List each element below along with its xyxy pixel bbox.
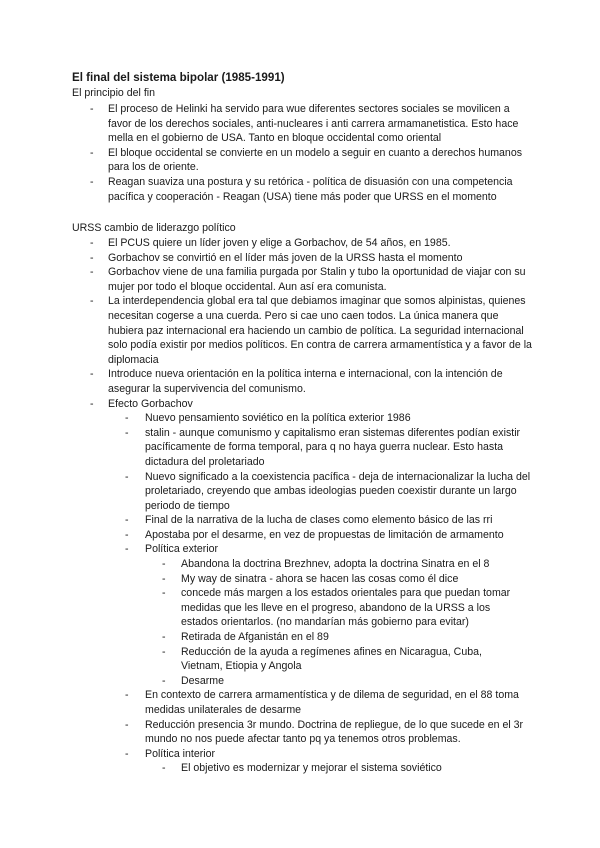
bullet-dash: - [162, 762, 166, 775]
sublist-item-politica-exterior: - Política exterior - Abandona la doctrina Brezhnev, adopta la doctrina Sinatra en el 8 - My way de sinatra - ahora se hacen las cosas como él dice - concede más margen a los estados orientales para que puedan tomar medidas que les lleve en el progreso, abandono de la URSS a los estados orientarlos. (no mandarían más gobierno para evitar) - Retirada de Afganistán en el 89 - Reducción de la ayuda a regímenes afines en Nicaragua, Cuba, Vietnam, Etiopia y Angola - Desarme [145, 542, 535, 688]
sublist-item: - Final de la narrativa de la lucha de clases como elemento básico de las rri [125, 514, 493, 527]
list-item: - El PCUS quiere un líder joven y elige a Gorbachov, de 54 años, en 1985. [90, 237, 451, 249]
interior-sublist [162, 761, 521, 776]
subsublist-item: - Reducción de la ayuda a regímenes afines en Nicaragua, Cuba, Vietnam, Etiopia y Angola [162, 645, 482, 673]
bullet-dash: - [90, 397, 94, 410]
sublist-item: - Reducción presencia 3r mundo. Doctrina de repliegue, de lo que sucede en el 3r mundo no nos puede afectar tanto pq ya tenemos otros problemas. [125, 718, 524, 746]
section-heading-principio: El principio del fin [72, 87, 156, 99]
bullet-dash: - [90, 251, 94, 264]
bullet-dash: - [162, 645, 166, 658]
bullet-dash: - [125, 543, 129, 556]
subsublist-item: - El objetivo es modernizar y mejorar el sistema soviético [162, 762, 442, 775]
bullet-dash: - [90, 266, 94, 279]
principio-list [90, 102, 532, 204]
sublist-item: - Apostaba por el desarme, en vez de propuestas de limitación de armamento [125, 528, 504, 541]
bullet-dash: - [162, 631, 166, 644]
subsublist-item: - Abandona la doctrina Brezhnev, adopta la doctrina Sinatra en el 8 [162, 558, 490, 571]
subsublist-item: - Desarme [162, 674, 224, 687]
bullet-dash: - [125, 470, 129, 483]
sublist-item-politica-interior: - Política interior - El objetivo es modernizar y mejorar el sistema soviético [145, 747, 535, 776]
list-item: - Gorbachov se convirtió en el líder más joven de la URSS hasta el momento [90, 251, 463, 264]
list-item: - El bloque occidental se convierte en un modelo a seguir en cuanto a derechos humanos para los de oriente. [90, 146, 523, 174]
bullet-dash: - [125, 689, 129, 702]
list-item: - Reagan suaviza una postura y su retórica - política de disuasión con una competencia pacífica y cooperación - Reagan (USA) tiene más poder que URSS en el momento [90, 175, 513, 203]
page-title: El final del sistema bipolar (1985-1991) [72, 71, 285, 84]
list-item: - El proceso de Helinki ha servido para wue diferentes sectores sociales se movilicen a favor de los derechos sociales, anti-nucleares i anti carrera armamanetistica. Esto hace mella en el gobierno de USA. Tanto en bloque occidental como oriental [90, 103, 519, 145]
bullet-dash: - [162, 558, 166, 571]
sublist-item: - En contexto de carrera armamentística y de dilema de seguridad, en el 88 toma medidas unilaterales de desarme [125, 689, 519, 716]
bullet-dash: - [90, 175, 94, 188]
urss-list [90, 236, 532, 776]
subsublist-item: - Retirada de Afganistán en el 89 [162, 631, 329, 644]
bullet-dash: - [90, 146, 94, 159]
bullet-dash: - [90, 237, 94, 249]
sublist-item: - Nuevo pensamiento soviético en la política exterior 1986 [125, 412, 411, 425]
bullet-dash: - [162, 572, 166, 585]
bullet-dash: - [125, 747, 129, 760]
subsublist-item: - My way de sinatra - ahora se hacen las cosas como él dice [162, 572, 459, 585]
bullet-dash: - [162, 587, 166, 600]
bullet-dash: - [125, 426, 129, 439]
bullet-dash: - [90, 103, 94, 115]
subsublist-item: - concede más margen a los estados orientales para que puedan tomar medidas que les lleve en el progreso, abandono de la URSS a los estados orientarlos. (no mandarían más gobierno para evitar) [162, 587, 511, 629]
section-heading-urss: URSS cambio de liderazgo político [72, 222, 236, 234]
bullet-dash: - [125, 718, 129, 731]
list-item-efecto-gorbachov: - Efecto Gorbachov - Nuevo pensamiento soviético en la política exterior 1986 - stalin - aunque comunismo y capitalismo eran sistemas diferentes podían existir pacíficamente de forma temporal, para q no haya guerra nuclear. Esto hasta dictadura del proletariado - Nuevo significado a la coexistencia pacífica - deja de internacionalizar la lucha del proletariado, creyendo que ambas ideologias pueden coexistir durante un largo periodo de tiempo - Final de la narrativa de la lucha de clases como elemento básico de las rri - Apostaba por el desarme, en vez de propuestas de limitación de armamento - Política exterior - Abandona la doctrina Brezhnev, adopta la doctrina Sinatra en el 8 - My way de sinatra - ahora se hacen las cosas como él dice - concede más margen a los estados orientales para que puedan tomar medidas que les lleve en el progreso, abandono de la URSS a los estados orientarlos. (no mandarían más gobierno para evitar) - Retirada de Afganistán en el 89 - Reducción de la ayuda a regímenes afines en Nicaragua, Cuba, Vietnam, Etiopia y Angola - Desarme - En contexto de carrera armamentística y de dilema de seguridad, en el 88 toma medidas unilaterales de desarme - Reducción presencia 3r mundo. Doctrina de repliegue, de lo que sucede en el 3r mundo no nos puede afectar tanto pq ya tenemos otros problemas. - Política interior - El objetivo es modernizar y mejorar el sistema soviético [108, 397, 532, 776]
list-item: - Introduce nueva orientación en la política interna e internacional, con la intención de asegurar la supervivencia del comunismo. [90, 368, 503, 395]
bullet-dash: - [125, 514, 129, 527]
sublist-item: - Nuevo significado a la coexistencia pacífica - deja de internacionalizar la lucha del proletariado, creyendo que ambas ideologias pueden coexistir durante un largo periodo de tiempo [125, 470, 531, 512]
bullet-dash: - [125, 412, 129, 425]
bullet-dash: - [125, 528, 129, 541]
bullet-dash: - [90, 368, 94, 381]
list-item: - La interdependencia global era tal que debiamos imaginar que somos alpinistas, quienes necesitan cogerse a una cuerda. Pero si cae uno caen todos. La única manera que hubiera paz internacional era haciendo un cambio de política. La seguridad internacional solo podía existir por medios políticos. En contra de carrera armamentística y a favor de la diplomacia [90, 295, 532, 366]
list-item: - Gorbachov viene de una familia purgada por Stalin y tubo la oportunidad de viajar con su mujer por todo el bloque occidental. Aun así era comunista. [90, 266, 526, 293]
sublist-item: - stalin - aunque comunismo y capitalismo eran sistemas diferentes podían existir pacíficamente de forma temporal, para q no haya guerra nuclear. Esto hasta dictadura del proletariado [125, 426, 521, 468]
bullet-dash: - [162, 674, 166, 687]
bullet-dash: - [90, 295, 94, 308]
exterior-sublist [162, 557, 521, 688]
efecto-sublist [125, 411, 535, 776]
